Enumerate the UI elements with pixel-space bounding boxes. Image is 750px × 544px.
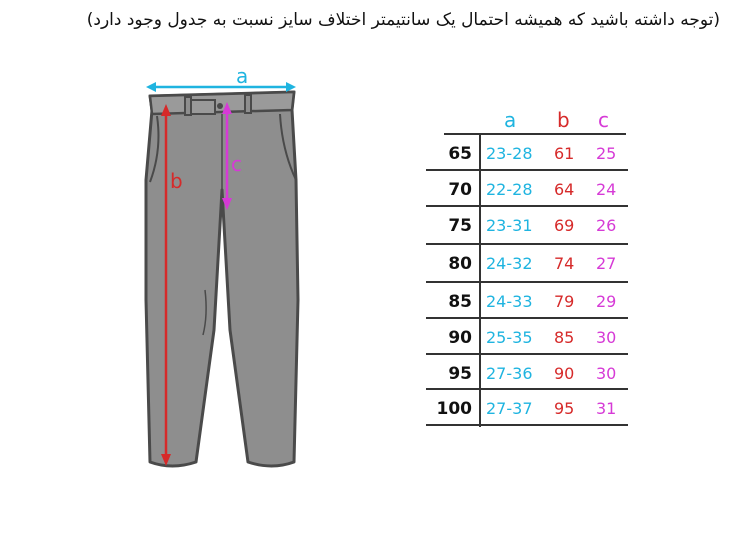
a-value: 22-28 [486, 180, 533, 199]
b-value: 69 [554, 216, 575, 235]
header-b: b [557, 108, 570, 132]
c-value: 30 [596, 364, 617, 383]
table-row [426, 355, 628, 391]
c-value: 30 [596, 328, 617, 347]
a-value: 27-36 [486, 364, 533, 383]
size-value: 80 [448, 254, 472, 274]
a-value: 23-28 [486, 144, 533, 163]
header-c: c [598, 108, 609, 132]
size-value: 75 [448, 216, 472, 236]
table-bottom-rule [426, 424, 628, 426]
belt-loop-right [245, 95, 251, 113]
size-value: 70 [448, 180, 472, 200]
b-value: 90 [554, 364, 575, 383]
table-row [426, 171, 628, 207]
arrow-a [146, 82, 296, 92]
size-value: 65 [448, 144, 472, 164]
c-value: 26 [596, 216, 617, 235]
c-value: 31 [596, 399, 617, 418]
label-b: b [170, 169, 183, 193]
header-a: a [504, 108, 517, 132]
a-value: 23-31 [486, 216, 533, 235]
c-value: 24 [596, 180, 617, 199]
waistband [150, 92, 294, 114]
b-value: 95 [554, 399, 575, 418]
b-value: 64 [554, 180, 575, 199]
c-value: 25 [596, 144, 617, 163]
waist-button [217, 103, 223, 109]
size-value: 90 [448, 328, 472, 348]
c-value: 29 [596, 292, 617, 311]
table-row [426, 283, 628, 319]
a-value: 24-33 [486, 292, 533, 311]
table-row [426, 207, 628, 243]
belt-loop-center [191, 100, 215, 114]
size-note: (توجه داشته باشید که همیشه احتمال یک سانتیمتر اختلاف سایز نسبت به جدول وجود دارد) [86, 10, 720, 30]
table-row [426, 135, 628, 171]
label-a: a [236, 64, 249, 88]
a-value: 25-35 [486, 328, 533, 347]
b-value: 85 [554, 328, 575, 347]
a-value: 27-37 [486, 399, 533, 418]
a-value: 24-32 [486, 254, 533, 273]
label-c: c [231, 152, 242, 176]
c-value: 27 [596, 254, 617, 273]
b-value: 74 [554, 254, 575, 273]
table-row [426, 390, 628, 426]
size-value: 95 [448, 364, 472, 384]
table-row [426, 319, 628, 355]
size-value: 100 [436, 399, 472, 419]
table-row [426, 245, 628, 281]
b-value: 79 [554, 292, 575, 311]
size-value: 85 [448, 292, 472, 312]
b-value: 61 [554, 144, 575, 163]
